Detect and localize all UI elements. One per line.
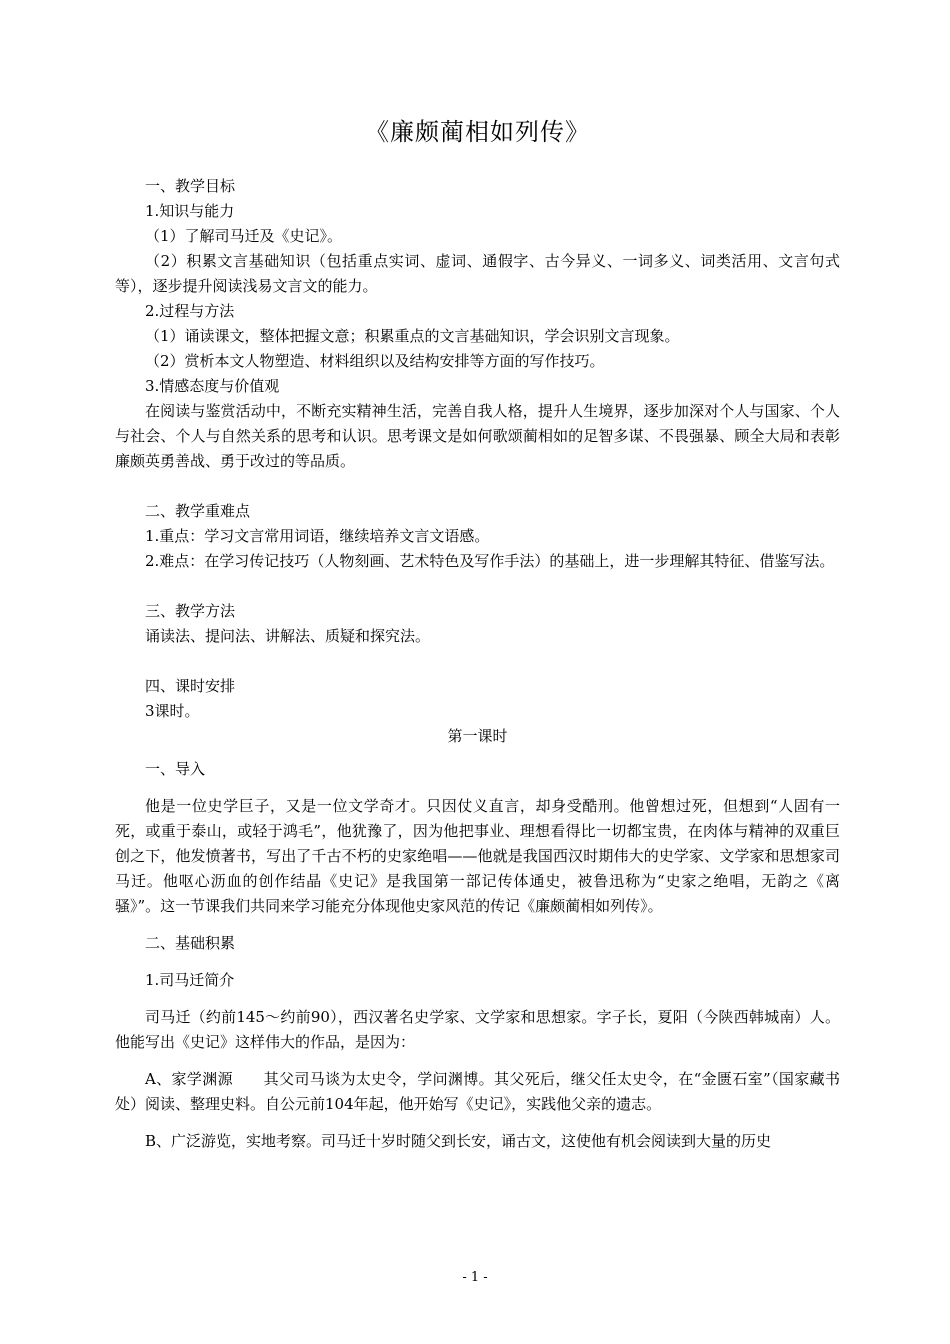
spacer xyxy=(115,1117,840,1129)
document-body xyxy=(115,112,840,1154)
spacer xyxy=(115,474,840,499)
subheading-process: 2.过程与方法 xyxy=(145,302,235,320)
objective-item: （1）了解司马迁及《史记》。 xyxy=(145,227,343,245)
spacer xyxy=(115,782,840,794)
objective-item: （2）赏析本文人物塑造、材料组织以及结构安排等方面的写作技巧。 xyxy=(145,352,605,370)
section-heading-key-points: 二、教学重难点 xyxy=(145,502,251,520)
intro-heading: 一、导入 xyxy=(145,760,206,778)
basics-heading: 二、基础积累 xyxy=(145,934,236,952)
objective-item: （2）积累文言基础知识（包括重点实词、虚词、通假字、古今异义、一词多义、词类活用、文言句式等），逐步提升阅读浅易文言文的能力。 xyxy=(115,252,840,295)
section-heading-objectives: 一、教学目标 xyxy=(145,177,236,195)
lesson-heading: 第一课时 xyxy=(447,727,508,745)
spacer xyxy=(115,574,840,599)
section-heading-methods: 三、教学方法 xyxy=(145,602,236,620)
bio-paragraph: 司马迁（约前145～约前90），西汉著名史学家、文学家和思想家。字子长，夏阳（今陕西韩城南）人。他能写出《史记》这样伟大的作品，是因为： xyxy=(115,1008,840,1051)
document-title: 《廉颇蔺相如列传》 xyxy=(365,118,590,146)
methods-text: 诵读法、提问法、讲解法、质疑和探究法。 xyxy=(145,627,431,645)
spacer xyxy=(115,649,840,674)
key-point-item: 1.重点：学习文言常用词语，继续培养文言文语感。 xyxy=(145,527,490,545)
subheading-values: 3.情感态度与价值观 xyxy=(145,377,280,395)
bio-point-b: B、广泛游览，实地考察。司马迁十岁时随父到长安，诵古文，这使他有机会阅读到大量的历史 xyxy=(145,1132,772,1150)
bio-point-a: A、家学渊源 其父司马谈为太史令，学问渊博。其父死后，继父任太史令，在“金匮石室”（国家藏书处）阅读、整理史料。自公元前104年起，他开始写《史记》，实践他父亲的遗志。 xyxy=(115,1070,840,1113)
subheading-knowledge: 1.知识与能力 xyxy=(145,202,235,220)
section-heading-schedule: 四、课时安排 xyxy=(145,677,236,695)
key-point-item: 2.难点：在学习传记技巧（人物刻画、艺术特色及写作手法）的基础上，进一步理解其特征、借鉴写法。 xyxy=(145,552,835,570)
objective-item: （1）诵读课文，整体把握文意；积累重点的文言基础知识，学会识别文言现象。 xyxy=(145,327,680,345)
spacer xyxy=(115,1055,840,1067)
spacer xyxy=(115,956,840,968)
schedule-text: 3课时。 xyxy=(145,702,200,720)
values-paragraph: 在阅读与鉴赏活动中，不断充实精神生活，完善自我人格，提升人生境界，逐步加深对个人与国家、个人与社会、个人与自然关系的思考和认识。思考课文是如何歌颂蔺相如的足智多谋、不畏强暴、顾全大局和表彰廉颇英勇善战、勇于改过的等品质。 xyxy=(115,402,840,470)
page-number: - 1 - xyxy=(462,1270,488,1285)
intro-paragraph: 他是一位史学巨子，又是一位文学奇才。只因仗义直言，却身受酷刑。他曾想过死，但想到“人固有一死，或重于泰山，或轻于鸿毛”，他犹豫了，因为他把事业、理想看得比一切都宝贵，在肉体与精神的双重巨创之下，他发愤著书，写出了千古不朽的史家绝唱——他就是我国西汉时期伟大的史学家、文学家和思想家司马迁。他呕心沥血的创作结晶《史记》是我国第一部记传体通史，被鲁迅称为“史家之绝唱，无韵之《离骚》”。这一节课我们共同来学习能充分体现他史家风范的传记《廉颇蔺相如列传》。 xyxy=(115,797,840,915)
spacer xyxy=(115,919,840,931)
spacer xyxy=(115,993,840,1005)
bio-heading: 1.司马迁简介 xyxy=(145,971,235,989)
